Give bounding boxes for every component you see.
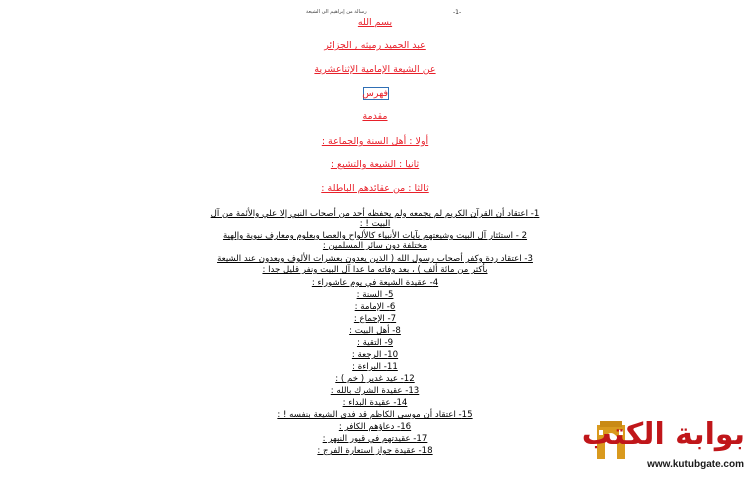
toc-item[interactable]: 9- التقية : xyxy=(356,338,394,348)
basmala-heading[interactable]: بسم الله xyxy=(357,17,393,28)
subject-heading[interactable]: عن الشيعة الإمامية الإثناعشرية xyxy=(314,64,436,75)
intro-link[interactable]: مقدمة xyxy=(362,111,388,122)
toc-item[interactable]: 2 - استئثار آل البيت وشيعتهم بآيات الأنبياء كالألواح والعصا وبعلوم ومعارف نبوية وإلهية xyxy=(222,231,528,241)
toc-item[interactable]: 10- الرجعة : xyxy=(351,350,399,360)
toc-item[interactable]: 13- عقيدة الشرك بالله : xyxy=(330,386,420,396)
toc-item[interactable]: 3- اعتقاد ردة وكفر أصحاب رسول الله ( الذين يعدون بعشرات الألوف ويعدون عند الشيعة xyxy=(217,254,533,264)
toc-item[interactable]: 4- عقيدة الشيعة في يوم عاشوراء : xyxy=(311,278,439,288)
toc-item[interactable]: 8- أهل البيت : xyxy=(349,326,401,336)
logo-url: www.kutubgate.com xyxy=(647,459,744,470)
author-heading[interactable]: عبد الحميد رميثه , الجزائر xyxy=(324,40,426,51)
toc-item[interactable]: 5- السنة : xyxy=(356,290,394,300)
toc-item-continued[interactable]: مختلفة دون سائر المسلمين : xyxy=(322,241,428,251)
page-number: -1- xyxy=(453,9,462,16)
logo-name: بوابة الكتب xyxy=(581,417,745,452)
toc-item[interactable]: 17- عقيدتهم في قبور النبهر : xyxy=(322,434,428,444)
toc-item[interactable]: 16- دعاؤهم الكافر : xyxy=(338,422,412,432)
section-three-link[interactable]: ثالثا : من عقائدهم الباطلة : xyxy=(321,183,429,194)
toc-item-continued[interactable]: بأكثر من مائة ألف ) ، بعد وفاته ما عدا آل البيت ونفر قليل جدا : xyxy=(262,265,488,275)
section-one-link[interactable]: أولا : أهل السنة والجماعة : xyxy=(321,136,429,147)
toc-item[interactable]: 14- عقيدة البداء : xyxy=(342,398,408,408)
section-two-link[interactable]: ثانيا : الشيعة والتشيع : xyxy=(330,159,420,170)
running-header-title: رسالة من إبراهيم الى الشيعة xyxy=(306,9,367,15)
toc-item[interactable]: 11- البراءة : xyxy=(352,362,398,372)
kutubgate-logo xyxy=(581,415,748,479)
toc-item[interactable]: 15- اعتقاد أن موسى الكاظم قد فدى الشيعة بنفسه ! : xyxy=(277,410,473,420)
toc-item[interactable]: 7- الإجماع : xyxy=(353,314,397,324)
index-heading[interactable]: فهرس xyxy=(362,88,388,99)
toc-item-continued[interactable]: البيت ! : xyxy=(359,219,391,229)
toc-item[interactable]: 12- عيد غدير ( خم ) : xyxy=(335,374,415,384)
toc-item[interactable]: 18- عقيدة جواز استعارة الفرج : xyxy=(317,446,433,456)
toc-item[interactable]: 6- الإمامة : xyxy=(354,302,396,312)
toc-item[interactable]: 1- اعتقاد أن القرآن الكريم لم يجمعه ولم يحفظه أحد من أصحاب النبي إلا علي والأئمة من آل xyxy=(210,209,540,219)
